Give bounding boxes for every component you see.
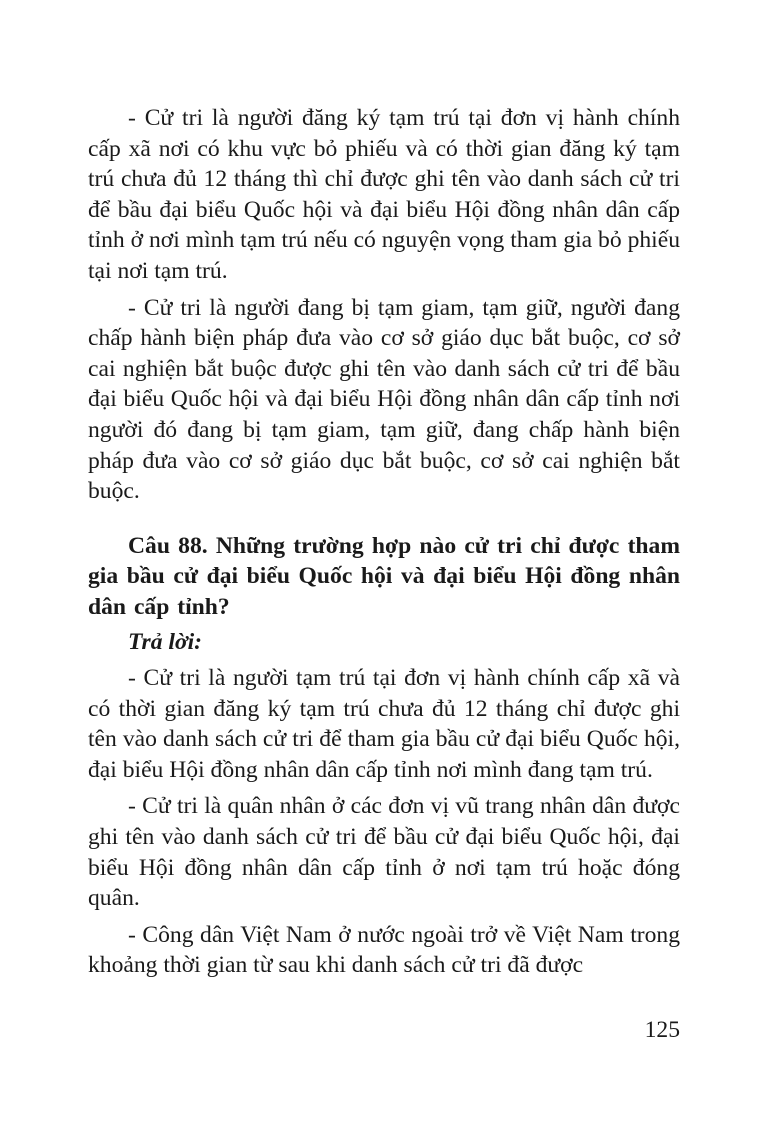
answer-paragraph-temporary-resident: - Cử tri là người tạm trú tại đơn vị hành chính cấp xã và có thời gian đăng ký tạm trú chưa đủ 12 tháng chỉ được ghi tên vào danh sách cử tri để tham gia bầu cử đại biểu Quốc hội, đại biểu Hội đồng nhân dân cấp tỉnh nơi mình đang tạm trú. — [88, 665, 680, 783]
page-number: 125 — [644, 1017, 680, 1043]
document-page — [88, 103, 680, 987]
question-heading: Câu 88. Những trường hợp nào cử tri chỉ được tham gia bầu cử đại biểu Quốc hội và đại biểu Hội đồng nhân dân cấp tỉnh? — [88, 532, 680, 620]
answer-paragraph-overseas-citizen: - Công dân Việt Nam ở nước ngoài trở về Việt Nam trong khoảng thời gian từ sau khi danh sách cử tri đã được — [88, 921, 680, 979]
answer-paragraph-military: - Cử tri là quân nhân ở các đơn vị vũ trang nhân dân được ghi tên vào danh sách cử tri để bầu cử đại biểu Quốc hội, đại biểu Hội đồng nhân dân cấp tỉnh ở nơi tạm trú hoặc đóng quân. — [88, 793, 680, 912]
paragraph-temporary-residence: - Cử tri là người đăng ký tạm trú tại đơn vị hành chính cấp xã nơi có khu vực bỏ phiếu và có thời gian đăng ký tạm trú chưa đủ 12 tháng thì chỉ được ghi tên vào danh sách cử tri để bầu đại biểu Quốc hội và đại biểu Hội đồng nhân dân cấp tỉnh ở nơi mình tạm trú nếu có nguyện vọng tham gia bỏ phiếu tại nơi tạm trú. — [88, 105, 680, 284]
answer-label: Trả lời: — [128, 628, 203, 655]
paragraph-detained-voters: - Cử tri là người đang bị tạm giam, tạm giữ, người đang chấp hành biện pháp đưa vào cơ sở giáo dục bắt buộc, cơ sở cai nghiện bắt buộc được ghi tên vào danh sách cử tri để bầu đại biểu Quốc hội và đại biểu Hội đồng nhân dân cấp tỉnh nơi người đó đang bị tạm giam, tạm giữ, đang chấp hành biện pháp đưa vào cơ sở giáo dục bắt buộc, cơ sở cai nghiện bắt buộc. — [88, 294, 680, 505]
